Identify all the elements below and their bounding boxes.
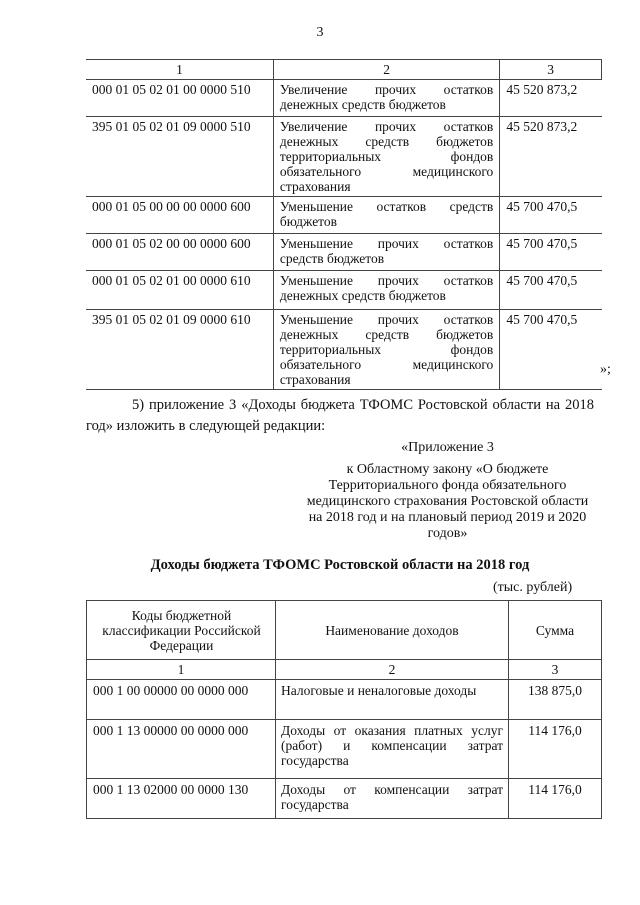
row-code: 395 01 05 02 01 09 0000 510	[86, 117, 273, 197]
table-row	[87, 680, 602, 720]
appendix-title: «Приложение 3	[401, 440, 494, 455]
row-amount: 138 875,0	[509, 680, 602, 720]
row-name: Увеличение прочих остатков денежных средств бюджетов территориальных фондов обязательного медицинского страхования	[273, 117, 499, 197]
row-amount: 45 700 470,5	[500, 310, 602, 390]
column-number: 2	[273, 60, 499, 80]
row-name: Уменьшение прочих остатков денежных средств бюджетов территориальных фондов обязательного медицинского страхования	[273, 310, 499, 390]
row-name: Увеличение прочих остатков денежных средств бюджетов	[273, 80, 499, 117]
row-name: Уменьшение остатков средств бюджетов	[273, 197, 499, 234]
row-amount: 45 700 470,5	[500, 234, 602, 271]
section-title: Доходы бюджета ТФОМС Ростовской области на 2018 год	[150, 557, 530, 573]
table-header-row	[86, 60, 602, 80]
row-code: 000 1 13 00000 00 0000 000	[87, 720, 276, 779]
table-row	[86, 80, 602, 117]
table-row	[86, 310, 602, 390]
table-row	[86, 117, 602, 197]
column-header-codes: Коды бюджетной классификации Российской Федерации	[87, 601, 276, 660]
revenue-table	[86, 600, 602, 819]
row-name: Налоговые и неналоговые доходы	[276, 680, 509, 720]
sources-table	[86, 59, 602, 390]
table-number-row	[87, 660, 602, 680]
amendment-paragraph: 5) приложение 3 «Доходы бюджета ТФОМС Ростовской области на 2018 год» изложить в следующей редакции:	[86, 397, 594, 434]
units-label: (тыс. рублей)	[493, 580, 573, 595]
row-code: 000 01 05 02 00 00 0000 600	[86, 234, 273, 271]
row-amount: 45 700 470,5	[500, 197, 602, 234]
appendix-reference	[300, 440, 595, 542]
table-row	[86, 271, 602, 310]
row-amount: 45 520 873,2	[500, 80, 602, 117]
row-amount: 114 176,0	[509, 779, 602, 819]
row-amount: 45 520 873,2	[500, 117, 602, 197]
row-amount: 114 176,0	[509, 720, 602, 779]
row-name: Доходы от компенсации затрат государства	[276, 779, 509, 819]
row-amount: 45 700 470,5	[500, 271, 602, 310]
table-row	[87, 779, 602, 819]
appendix-law-reference: к Областному закону «О бюджете Территориального фонда обязательного медицинского страхования Ростовской области на 2018 год и на плановый период 2019 и 2020 годов»	[306, 462, 589, 541]
row-name: Уменьшение прочих остатков денежных средств бюджетов	[273, 271, 499, 310]
column-number: 1	[87, 660, 276, 680]
row-code: 000 1 13 02000 00 0000 130	[87, 779, 276, 819]
row-name: Доходы от оказания платных услуг (работ) и компенсации затрат государства	[276, 720, 509, 779]
column-header-amount: Сумма	[509, 601, 602, 660]
column-header-name: Наименование доходов	[276, 601, 509, 660]
column-number: 2	[276, 660, 509, 680]
row-code: 000 01 05 02 01 00 0000 510	[86, 80, 273, 117]
table-row	[86, 234, 602, 271]
row-code: 000 1 00 00000 00 0000 000	[87, 680, 276, 720]
page-number: 3	[316, 25, 324, 40]
column-number: 3	[500, 60, 602, 80]
row-code: 395 01 05 02 01 09 0000 610	[86, 310, 273, 390]
table-row	[86, 197, 602, 234]
column-number: 1	[86, 60, 273, 80]
table-header-row	[87, 601, 602, 660]
row-code: 000 01 05 00 00 00 0000 600	[86, 197, 273, 234]
column-number: 3	[509, 660, 602, 680]
row-name: Уменьшение прочих остатков средств бюджетов	[273, 234, 499, 271]
row-code: 000 01 05 02 01 00 0000 610	[86, 271, 273, 310]
closing-quote: »;	[600, 362, 611, 377]
table-row	[87, 720, 602, 779]
